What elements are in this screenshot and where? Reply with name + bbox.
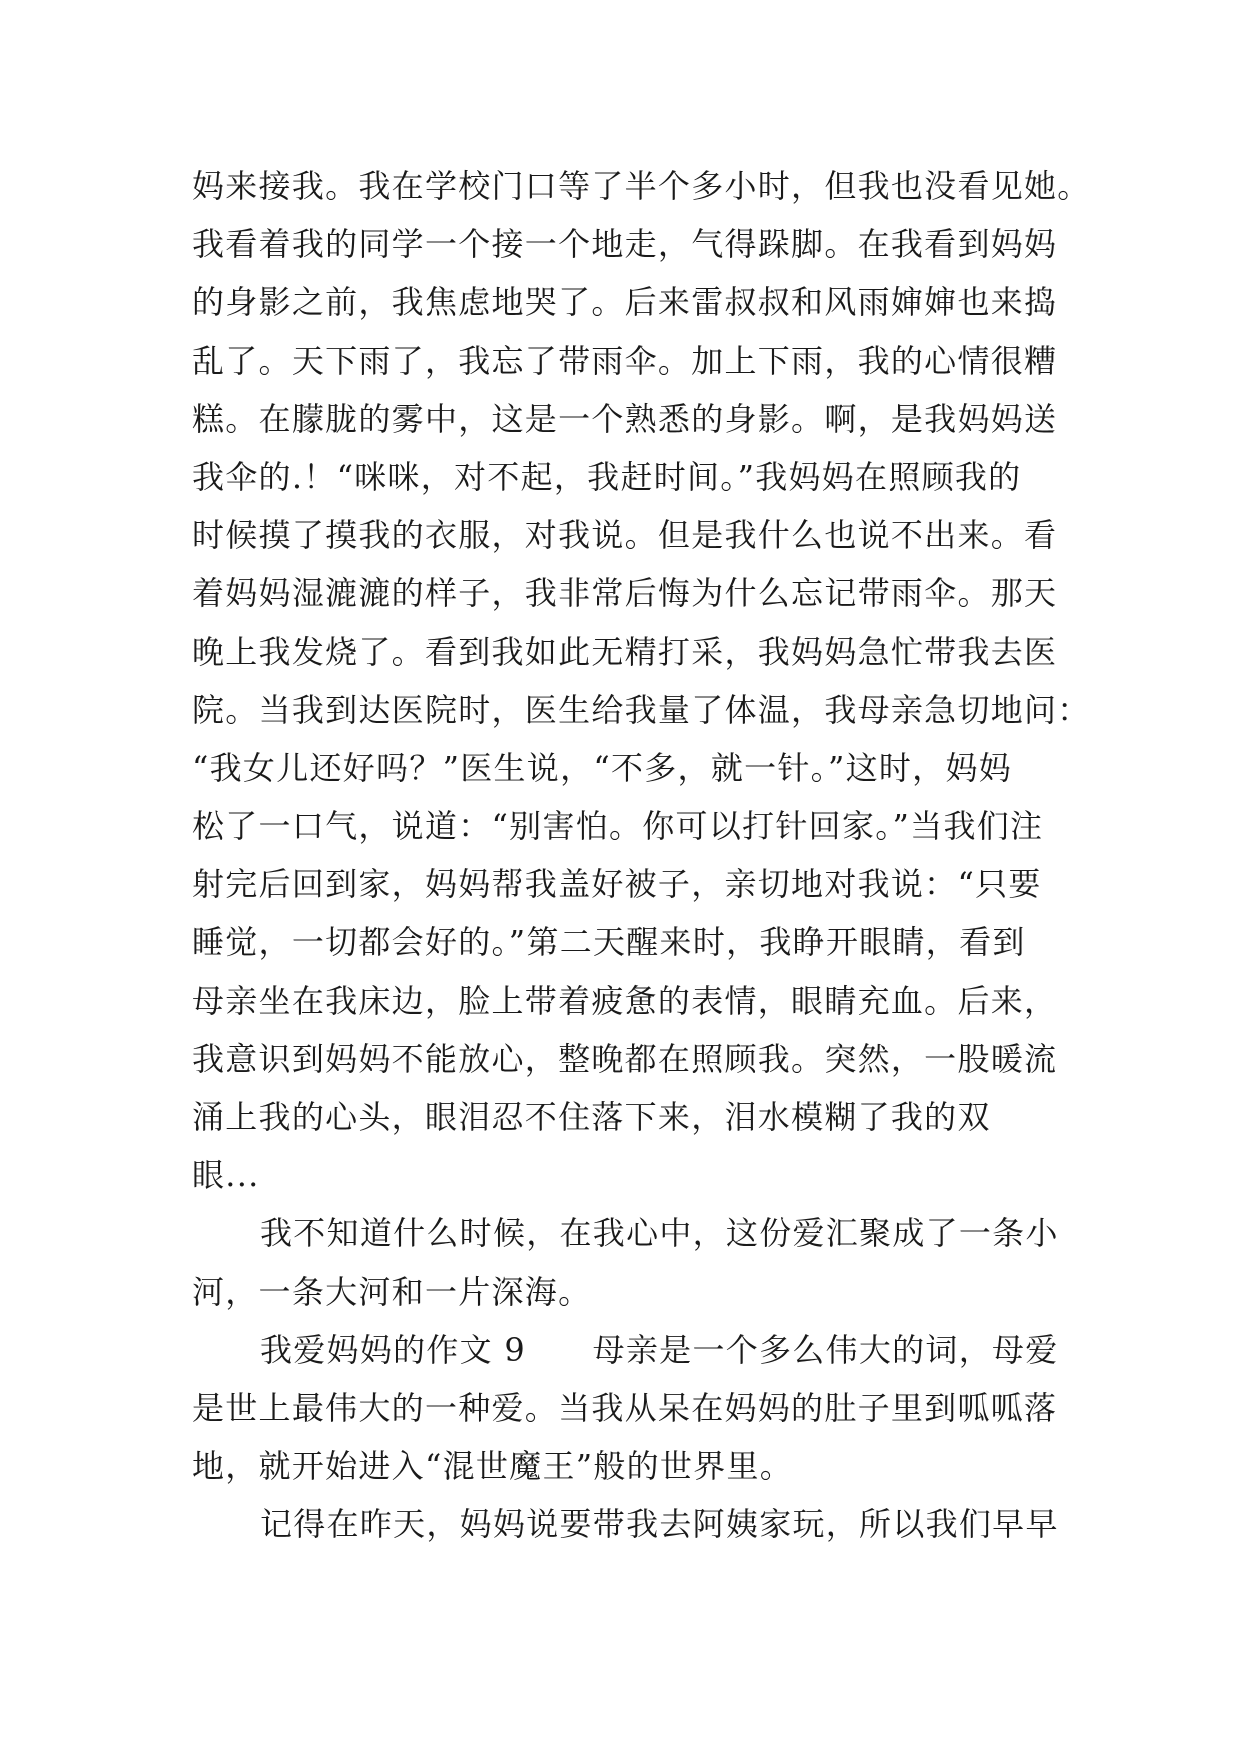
essay-body bbox=[192, 157, 1091, 1554]
text-line: 妈来接我。我在学校门口等了半个多小时，但我也没看见她。 bbox=[192, 167, 1091, 205]
text-line: 眼... bbox=[192, 1156, 260, 1195]
text-line: 院。当我到达医院时，医生给我量了体温，我母亲急切地问： bbox=[192, 690, 1091, 729]
text-line: 涌上我的心头，眼泪忍不住落下来，泪水模糊了我的双 bbox=[192, 1098, 991, 1136]
essay-heading-line: 我爱妈妈的作文 9 母亲是一个多么伟大的词，母爱 bbox=[260, 1330, 1059, 1369]
text-line: 睡觉，一切都会好的。”第二天醒来时，我睁开眼睛，看到 bbox=[192, 923, 1026, 962]
text-line: 河，一条大河和一片深海。 bbox=[192, 1272, 592, 1311]
text-line: 地，就开始进入“混世魔王”般的世界里。 bbox=[192, 1447, 794, 1486]
text-line: 松了一口气，说道：“别害怕。你可以打针回家。”当我们注 bbox=[192, 807, 1044, 846]
text-line: 我伞的.！“咪咪，对不起，我赶时间。”我妈妈在照顾我的 bbox=[192, 457, 1022, 496]
text-line: 射完后回到家，妈妈帮我盖好被子，亲切地对我说：“只要 bbox=[192, 865, 1042, 904]
text-line: 着妈妈湿漉漉的样子，我非常后悔为什么忘记带雨伞。那天 bbox=[192, 574, 1058, 613]
text-line: 母亲坐在我床边，脸上带着疲惫的表情，眼睛充血。后来， bbox=[192, 981, 1058, 1020]
text-line: 时候摸了摸我的衣服，对我说。但是我什么也说不出来。看 bbox=[192, 516, 1058, 555]
text-line: 的身影之前，我焦虑地哭了。后来雷叔叔和风雨婶婶也来捣 bbox=[192, 283, 1058, 322]
text-line: 糕。在朦胧的雾中，这是一个熟悉的身影。啊，是我妈妈送 bbox=[192, 399, 1058, 438]
paragraph-start-line: 记得在昨天，妈妈说要带我去阿姨家玩，所以我们早早 bbox=[260, 1505, 1059, 1544]
text-line: 是世上最伟大的一种爱。当我从呆在妈妈的肚子里到呱呱落 bbox=[192, 1388, 1058, 1427]
text-line: 乱了。天下雨了，我忘了带雨伞。加上下雨，我的心情很糟 bbox=[192, 341, 1058, 380]
text-line: 我意识到妈妈不能放心，整晚都在照顾我。突然，一股暖流 bbox=[192, 1039, 1058, 1078]
paragraph-start-line: 我不知道什么时候，在我心中，这份爱汇聚成了一条小 bbox=[260, 1214, 1059, 1253]
text-line: “我女儿还好吗？”医生说，“不多，就一针。”这时，妈妈 bbox=[192, 748, 1012, 787]
text-line: 我看着我的同学一个接一个地走，气得跺脚。在我看到妈妈 bbox=[192, 225, 1058, 264]
text-line: 晚上我发烧了。看到我如此无精打采，我妈妈急忙带我去医 bbox=[192, 632, 1058, 671]
